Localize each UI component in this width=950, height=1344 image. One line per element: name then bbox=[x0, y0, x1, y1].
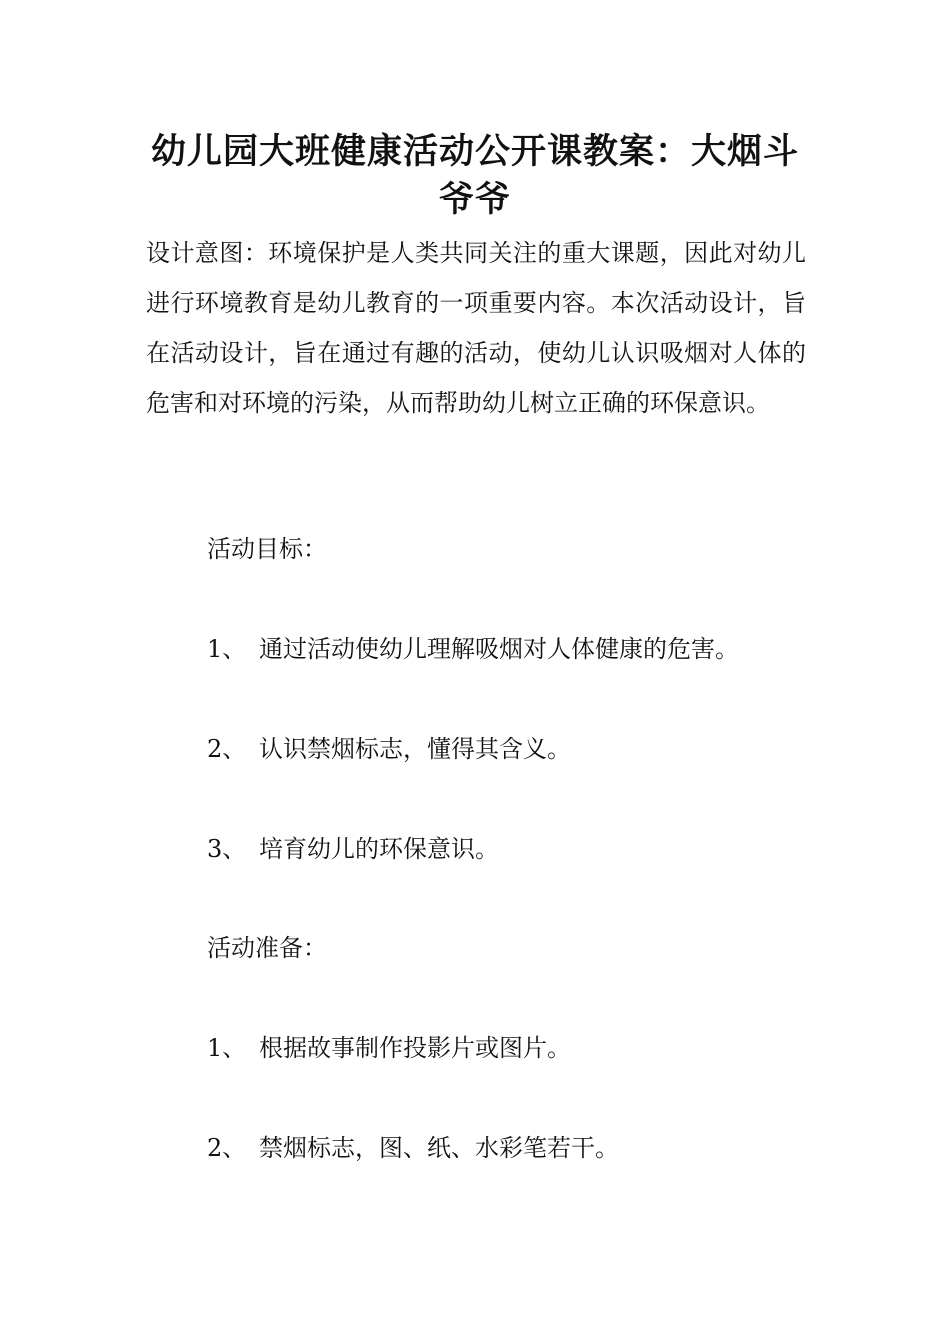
design-intent-paragraph: 设计意图：环境保护是人类共同关注的重大课题，因此对幼儿进行环境教育是幼儿教育的一项重要内容。本次活动设计，旨在活动设计，旨在通过有趣的活动，使幼儿认识吸烟对人体的危害和对环境的污染，从而帮助幼儿树立正确的环保意识。 bbox=[146, 239, 806, 417]
prep-item bbox=[207, 1032, 571, 1064]
goal-item-text: 通过活动使幼儿理解吸烟对人体健康的危害。 bbox=[259, 635, 739, 663]
goal-item-text: 认识禁烟标志，懂得其含义。 bbox=[259, 735, 571, 763]
goal-item-number: 1、 bbox=[207, 635, 247, 663]
goal-item bbox=[207, 633, 739, 665]
goals-heading: 活动目标： bbox=[207, 535, 327, 563]
prep-item-number: 2、 bbox=[207, 1134, 247, 1162]
goal-item-number: 3、 bbox=[207, 835, 247, 863]
prep-item-text: 禁烟标志，图、纸、水彩笔若干。 bbox=[259, 1134, 619, 1162]
goal-item-text: 培育幼儿的环保意识。 bbox=[259, 835, 499, 863]
prep-item bbox=[207, 1132, 619, 1164]
prep-item-number: 1、 bbox=[207, 1034, 247, 1062]
prep-heading: 活动准备： bbox=[207, 934, 327, 962]
goal-item-number: 2、 bbox=[207, 735, 247, 763]
goal-item bbox=[207, 733, 571, 765]
prep-item-text: 根据故事制作投影片或图片。 bbox=[259, 1034, 571, 1062]
goal-item bbox=[207, 833, 499, 865]
document-title: 幼儿园大班健康活动公开课教案：大烟斗爷爷 bbox=[150, 132, 799, 220]
